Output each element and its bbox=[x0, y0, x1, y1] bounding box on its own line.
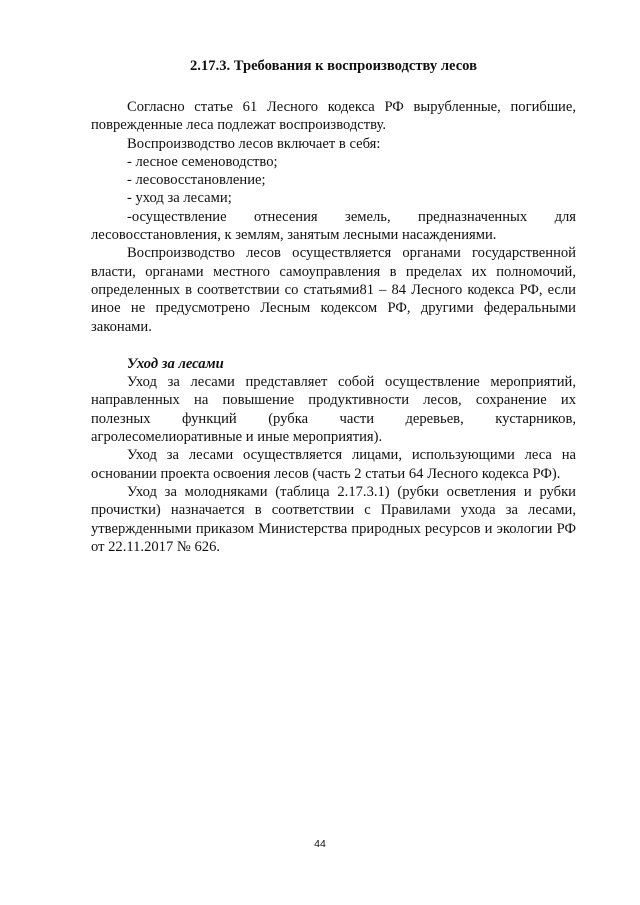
paragraph-includes: Воспроизводство лесов включает в себя: bbox=[127, 135, 381, 152]
page-number: 44 bbox=[314, 838, 326, 850]
section-heading: 2.17.3. Требования к воспроизводству лесов bbox=[190, 58, 477, 74]
list-item: -осуществление отнесения земель, предназначенных для лесовосстановления, к землям, занятым лесными насаждениями. bbox=[91, 208, 576, 244]
paragraph-young-stands: Уход за молодняками (таблица 2.17.3.1) (рубки осветления и рубки прочистки) назначается в соответствии с Правилами ухода за лесами, утвержденными приказом Министерства природных ресурсов и экологии РФ от 22.11.2017 № 626. bbox=[91, 483, 576, 555]
paragraph-forest-care-users: Уход за лесами осуществляется лицами, использующими леса на основании проекта освоения лесов (часть 2 статьи 64 Лесного кодекса РФ). bbox=[91, 447, 576, 482]
list-item: - лесовосстановление; bbox=[127, 172, 266, 189]
paragraph-intro: Согласно статье 61 Лесного кодекса РФ вырубленные, погибшие, поврежденные леса подлежат воспроизводству. bbox=[91, 99, 576, 134]
list-item: - лесное семеноводство; bbox=[127, 153, 278, 170]
subsection-title: Уход за лесами bbox=[127, 355, 224, 372]
paragraph-forest-care: Уход за лесами представляет собой осуществление мероприятий, направленных на повышение продуктивности лесов, сохранение их полезных функций (рубка части деревьев, кустарников, агролесомелиоративные и иные мероприятия). bbox=[91, 374, 576, 446]
document-body bbox=[91, 57, 576, 556]
list-item: - уход за лесами; bbox=[127, 190, 232, 207]
paragraph-authorities: Воспроизводство лесов осуществляется органами государственной власти, органами местного самоуправления в пределах их полномочий, определенных в соответствии со статьями81 – 84 Лесного кодекса РФ, если иное не предусмотрено Лесным кодексом РФ, другими федеральными законами. bbox=[91, 245, 576, 335]
